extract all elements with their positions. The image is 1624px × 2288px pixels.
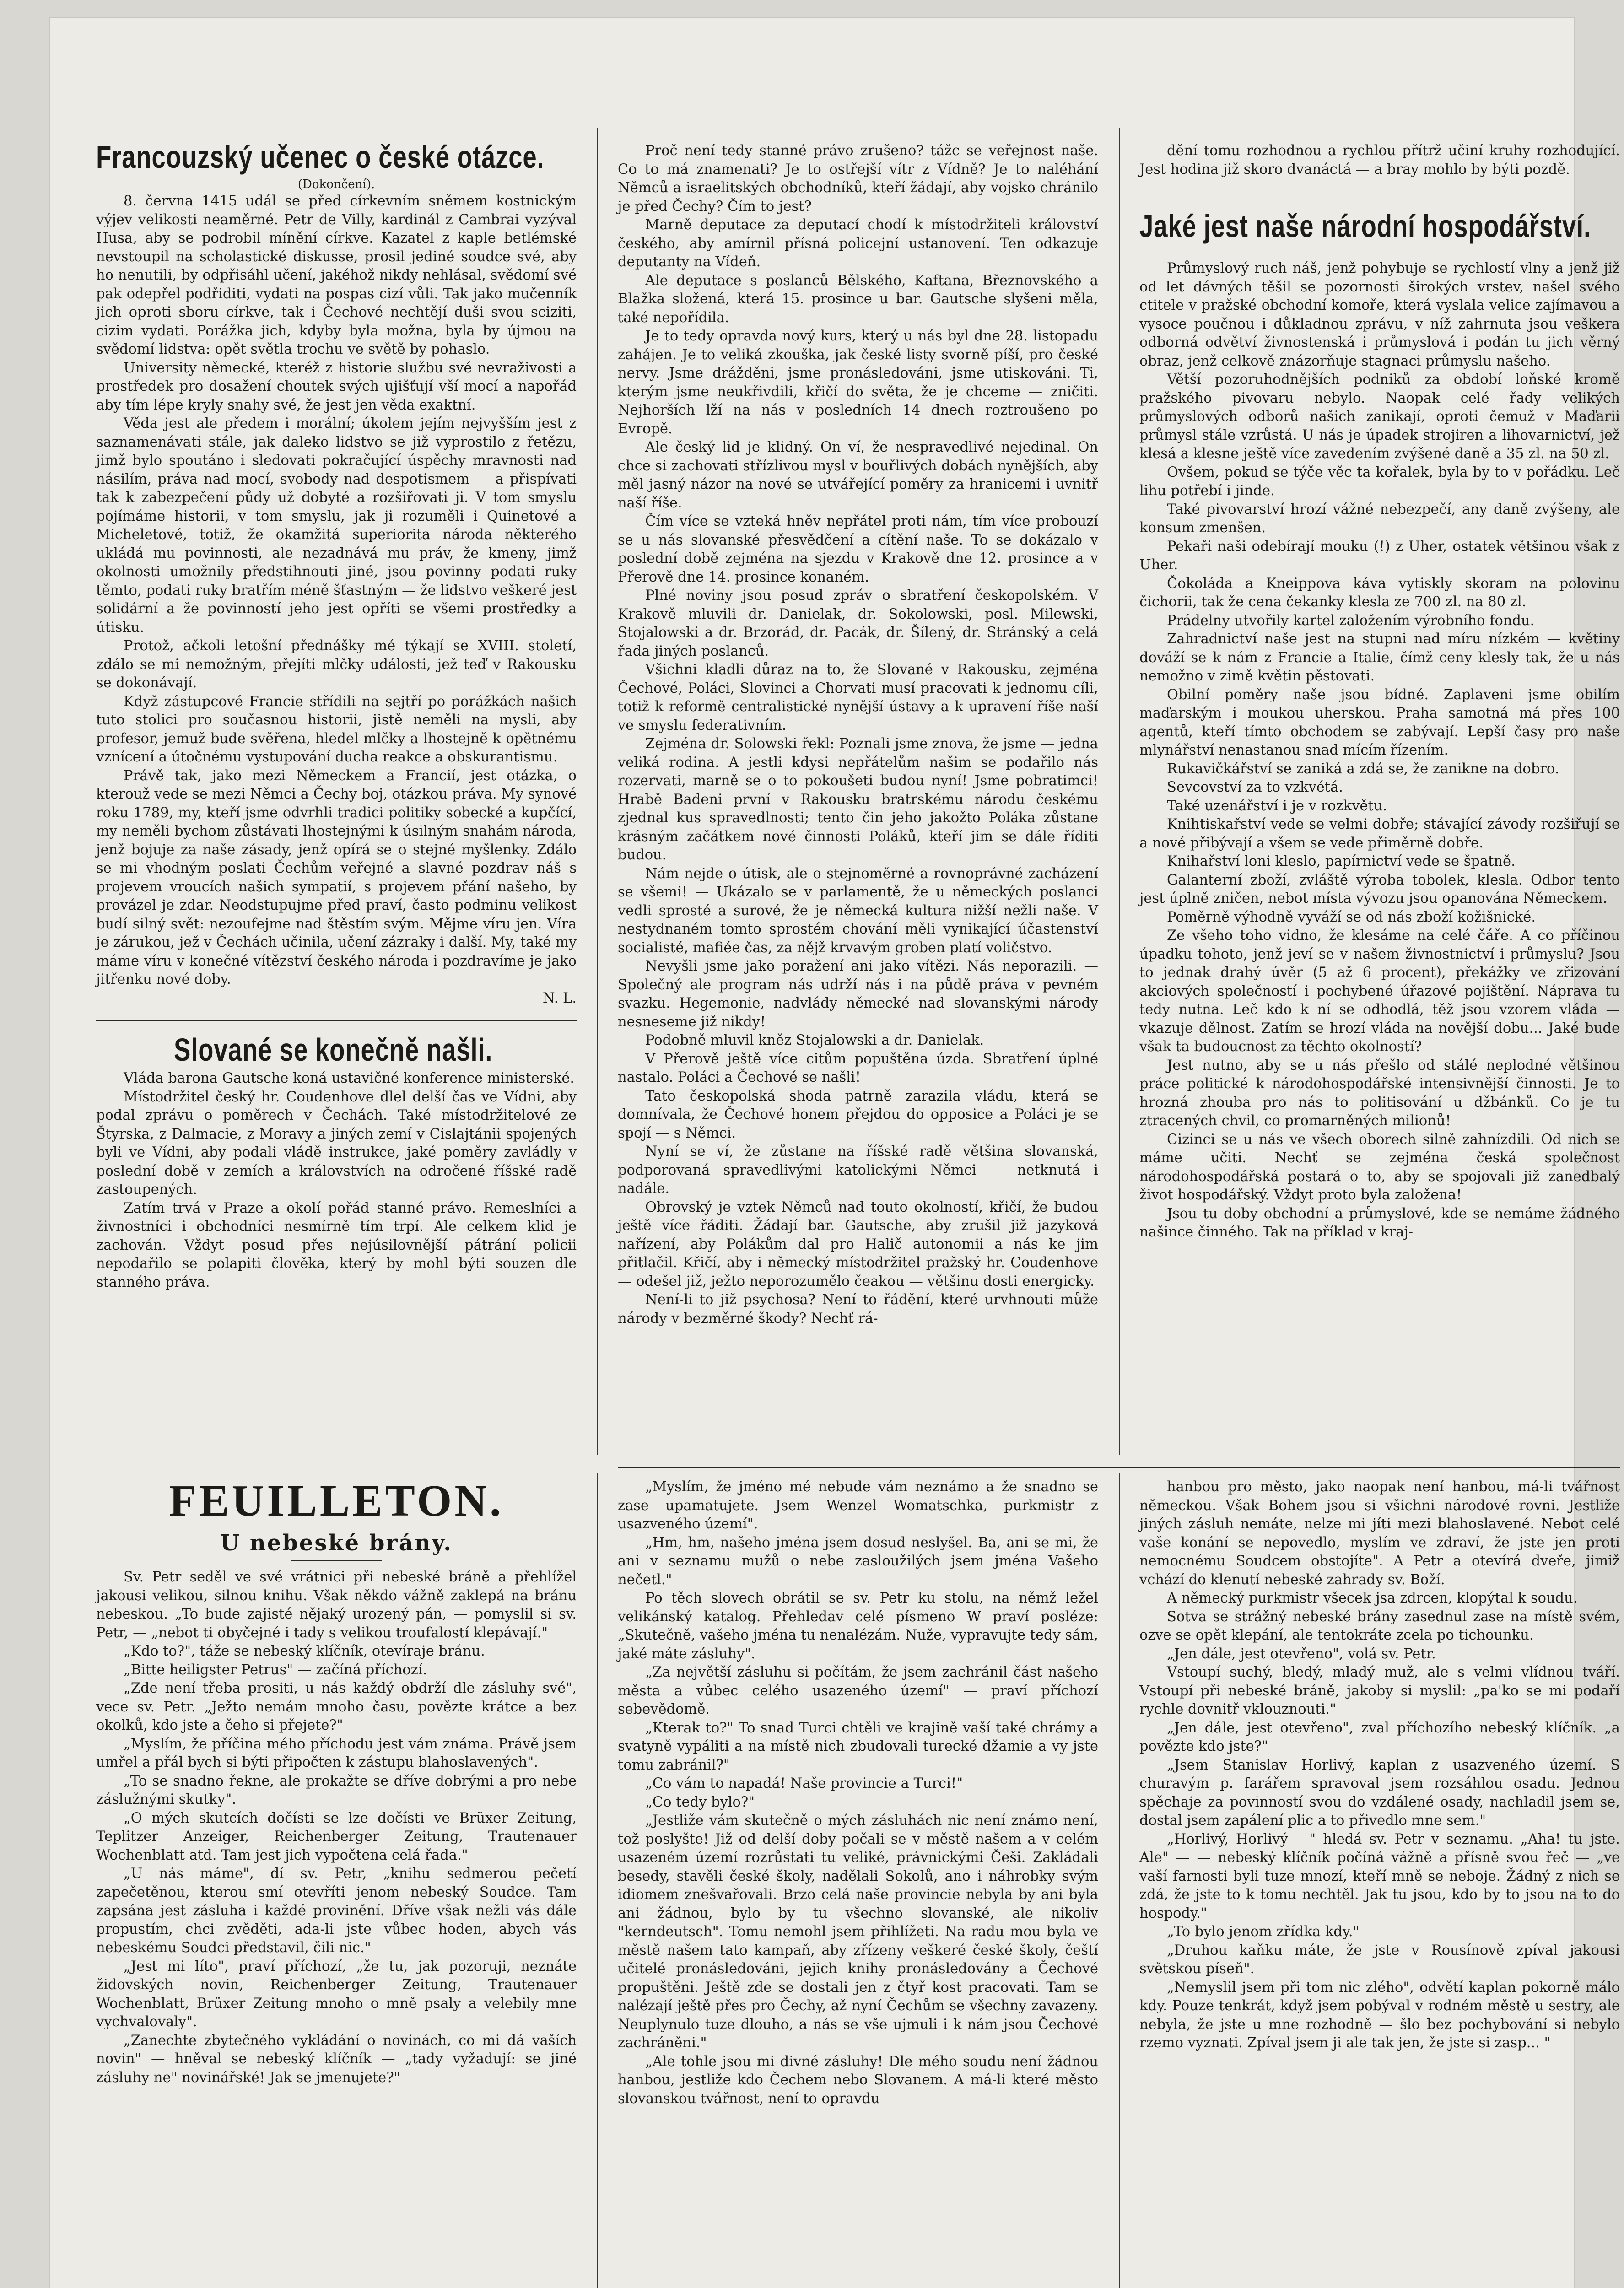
paragraph: „Jest mi líto", praví příchozí, „že tu, jak pozoruji, neznáte židovských novin, Reichenberger Zeitung, Trautenauer Wochenblatt, Brüxer Zeitung mnoho o mně psaly a velebily mne vychvalovaly". <box>96 1958 577 2030</box>
paragraph: „Jestliže vám skutečně o mých zásluhách nic není známo není, tož poslyšte! Již od delší doby počali se v městě našem a v celém usazeném území rozrůstati tu veliké, právnickými Češi. Zakládali besedy, stavěli české školy, nadělali Sokolů, ano i náhrobky svým idiomem znešvařovali. Brzo celá naše provincie nebyla by ani byla ani žádnou, bylo by tu všechno slovanské, ale nikoliv "kerndeutsch". Tomu nemohl jsem přihlížeti. Na radu mou byla ve městě našem tato kampaň, aby zřízeny veškeré české školy, čeští učitelé pronásledováni, jejich knihy pronásledovány a Čechové propuštěni. Ještě zde se dostali jen z čtyř kost pracovati. Tam se nalézají ještě přes pro Čechy, až nyní Čechům se všechny zavazeny. Neuplynulo tuze dlouho, a nás se vše ujmuli i k nám jsou Čechové zachráněni." <box>618 1813 1098 2051</box>
paragraph: „Bitte heiligster Petrus" — začíná příchozí. <box>124 1662 427 1678</box>
article-1-body <box>96 192 577 989</box>
paragraph: Také uzenářství i je v rozkvětu. <box>1167 798 1387 814</box>
feuilleton-column-3 <box>1139 1478 1620 2288</box>
paragraph: Plné noviny jsou posud zpráv o sbratření českopolském. V Krakově mluvili dr. Danielak, dr. Sokolowski, posl. Milewski, Stojalowski a dr. Brzorád, dr. Pacák, dr. Šílený, dr. Stránský a celá řada jiných poslanců. <box>618 588 1098 659</box>
paragraph: Ze všeho toho vidno, že klesáme na celé čáře. A co příčinou úpadku tohoto, jenž jeví se v našem živnostnictví i průmyslu? Jsou to jednak drahý úvěr (5 až 6 procent), překážky ve zřizování akciových společností i pochybené úřazové pojištění. Náprava tu tedy nutna. Leč kdo k ní se odhodlá, těž jsou vzorem vláda — vkazuje dělnost. Zatím se hrozí vláda na novější dobu... Jaké bude však ta budoucnost za těchto okolností? <box>1139 928 1620 1055</box>
paragraph: 8. června 1415 udál se před církevním sněmem kostnickým výjev velikosti neaměrné. Petr de Villy, kardinál z Cambrai vyzýval Husa, aby se podrobil mínění církve. Kazatel z kaple betlémské nevstoupil na scholastické diskusse, prosil jediné soudce své, aby ho nenutili, by odpřisáhl učení, jakéhož nikdy nehlásal, svědomí své pak odepřel podřiditi, vydati na pospas cizí vůli. Tak jako mučenník jich oproti sboru církve, tak i Čechové nechtějí duši svou sciziti, cizim vydati. Porážka jich, kdyby byla možna, byla by újmou na svědomí lidstva: opět světla trochu ve světě by pohaslo. <box>96 193 577 357</box>
paragraph: Zejména dr. Solowski řekl: Poznali jsme znova, že jsme — jedna veliká rodina. A jestli kdysi nepřátelům našim se podařilo nás rozervati, marně se o to pokoušeti budou nyní! Jsme pobratimci! Hrabě Badeni první v Rakousku bratrskému národu českému zjednal kus spravedlnosti; tento čin jeho jakožto Poláka zůstane krásným začátkem nové činnosti Poláků, kteří jim se dále říditi budou. <box>618 736 1098 863</box>
paragraph: Právě tak, jako mezi Německem a Francií, jest otázka, o kterouž vede se mezi Němci a Čechy boj, otázkou práva. My synové roku 1789, my, kteří jsme odvrhli tradici politiky sobecké a kupčící, my neměli bychom zůstávati lhostejnými k úsilným snahám národa, jenž bojuje za naše zásady, jenž opírá se o stejné myšlenky. Zdálo se mi vhodným poslati Čechům veřejné a slavné pozdrav náš s projevem vroucích našich sympatií, s projevem přání našeho, by provázel je zdar. Neodstupujme před praví, často podminu velikost budí silný svět: nezoufejme nad štěstím svým. Mějme víru jen. Víra je zárukou, jež v Čechách učinila, učení zázraky i další. My, také my máme víru v konečné vítězství českého národa i pozdravíme je jako jitřenku nové doby. <box>96 767 577 988</box>
column-3-carryover <box>1139 142 1620 179</box>
paragraph: Větší pozoruhodnějších podniků za období loňské kromě pražského pivovaru nebylo. Naopak celé řady velikých průmyslových odborů našich zanikají, oproti čemuž v Maďarii průmysl stále vzrůstá. U nás je úpadek strojiren a lihovarnictví, jež klesá a klesne ještě více zavedením zvýšené daně a 35 zl. na 50 zl. <box>1139 372 1620 462</box>
paragraph: Čokoláda a Kneippova káva vytiskly skoram na polovinu čichorii, tak že cena čekanky klesla ze 700 zl. na 80 zl. <box>1139 575 1620 610</box>
paragraph: Jest nutno, aby se u nás přešlo od stálé neplodné většinou práce politické k národohospodářské intensivnější činnosti. Je to hrozná zhouba pro nás to politisování u džbánků. Co je tu ztracených chvil, co promarněných milionů! <box>1139 1057 1620 1129</box>
paragraph: Knihařství loni kleslo, papírnictví vede se špatně. <box>1167 853 1516 869</box>
paragraph: Je to tedy opravda nový kurs, který u nás byl dne 28. listopadu zahájen. Je to veliká zkouška, jak české listy svorně píší, pro české nervy. Jsme drážděni, jsme pronásledováni, jsme utiskováni. Ti, kterým jsme neukřivdili, křičí do světa, že je chceme — zničiti. Nejhorších lží na nás v posledních 14 dnech roztroušeno po Evropě. <box>618 328 1098 437</box>
paragraph: Knihtiskařství vede se velmi dobře; stávající závody rozšiřují se a nové přibývají a všem se vede přiměrně dobře. <box>1139 816 1620 851</box>
divider <box>96 1020 577 1021</box>
paragraph: Tato českopolská shoda patrně zarazila vládu, která se domnívala, že Čechové honem přejdou do opposice a Poláci je se spojí — s Němci. <box>618 1088 1098 1141</box>
article-1-title: Francouzský učenec o české otázce. <box>96 139 545 175</box>
feuilleton-body-2 <box>618 1478 1098 2108</box>
column-1 <box>96 137 577 1455</box>
article-1-signature-row <box>96 989 577 1008</box>
paragraph: Nevyšli jsme jako poražení ani jako vítězi. Nás neporazili. — Společný ale program nás udrží nás i na půdě práva v pevném svazku. Hegemonie, nadvlády německé nad slovanskými národy nesneseme již nikdy! <box>618 958 1098 1030</box>
article-3-body <box>1139 259 1620 1242</box>
feuilleton-body-1 <box>96 1568 577 2087</box>
feuilleton-title: U nebeské brány. <box>220 1530 453 1556</box>
article-1-signature: N. L. <box>542 990 577 1006</box>
paragraph: Protož, ačkoli letošní přednášky mé týkají se XVIII. století, zdálo se mi nemožným, přejíti mlčky události, jež teď v Rakousku se dokonávají. <box>96 638 577 691</box>
paragraph: Jsou tu doby obchodní a průmyslové, kde se nemáme žádného našince činného. Tak na příklad v kraj- <box>1139 1205 1620 1240</box>
feuilleton-column-2 <box>618 1478 1098 2288</box>
paragraph: „Jen dále, jest otevřeno", zval příchozího nebeský klíčník. „a povězte kdo jste?" <box>1139 1720 1620 1754</box>
article-2-body <box>96 1069 577 1292</box>
feuilleton-header: FEUILLETON. <box>169 1476 504 1526</box>
paragraph: „Zde není třeba prositi, u nás každý obdrží dle zásluhy své", vece sv. Petr. „Ježto nemám mnoho času, povězte krátce a bez okolků, kdo jste a čeho si přejete?" <box>96 1680 577 1733</box>
column-rule-1 <box>597 128 598 1455</box>
paragraph: Pekaři naši odebírají mouku (!) z Uher, ostatek většinou však z Uher. <box>1139 538 1620 573</box>
paragraph: V Přerově ještě více citům popuštěna úzda. Sbratření úplné nastalo. Poláci a Čechové se našli! <box>618 1051 1098 1085</box>
paragraph: Poměrně výhodně vyváží se od nás zboží kožišnické. <box>1167 909 1536 925</box>
paragraph: Nyní se ví, že zůstane na říšské radě většina slovanská, podporovaná spravedlivými katolickými Němci — netknutá i nadále. <box>618 1144 1098 1197</box>
paragraph: „Myslím, že jméno mé nebude vám neznámo a že snadno se zase upamatujete. Jsem Wenzel Womatschka, purkmistr z usazveného území". <box>618 1479 1098 1532</box>
paragraph: Podobně mluvil kněz Stojalowski a dr. Danielak. <box>645 1032 984 1048</box>
newspaper-page <box>50 18 1620 2288</box>
paragraph: Všichni kladli důraz na to, že Slované v Rakousku, zejména Čechové, Poláci, Slovinci a Chorvati musí pracovati k jednomu cíli, totiž k reformě centralistické nynější ústavy a k upravení říše naší ve smyslu federativním. <box>618 662 1098 734</box>
paragraph: Cizinci se u nás ve všech oborech silně zahnízdili. Od nich se máme učiti. Nechť se zejména česká společnost národohospodářská postará o to, aby se spojovali již zanedbalý život hospodářský. Vždyt proto byla založena! <box>1139 1131 1620 1203</box>
paragraph: „Co tedy bylo?" <box>645 1794 755 1810</box>
feuilleton-top-rule <box>618 1467 1620 1468</box>
paragraph: Zatím trvá v Praze a okolí pořád stanné právo. Remeslníci a živnostníci i obchodníci nesmírně tím trpí. Ale celkem klid je zachován. Vždyt posud přes nejúsilovnější pátrání policii nepodařilo se polapiti člověka, který by mohl býti souzen dle stanného práva. <box>96 1200 577 1290</box>
paragraph: Marně deputace za deputací chodí k místodržiteli království českého, aby amírnil přísná policejní ustanovení. Ten odkazuje deputanty na Vídeň. <box>618 217 1098 270</box>
paragraph: Čím více se vzteká hněv nepřátel proti nám, tím více probouzí se u nás slovanské přesvědčení a cítění naše. To se dokázalo v poslední době zejména na sjezdu v Krakově dne 12. prosince a v Přerově dne 14. prosince konaném. <box>618 513 1098 585</box>
paragraph: Prádelny utvořily kartel založením výrobního fondu. <box>1167 612 1535 629</box>
paragraph: Proč není tedy stanné právo zrušeno? tážc se veřejnost naše. Co to má znamenati? Je to ostřejší vítr z Vídně? Je to naléhání Němců a israelitských obchodníků, kteří žádají, aby vojsko chránilo je před Čechy? Čím to jest? <box>618 143 1098 215</box>
paragraph: „U nás máme", dí sv. Petr, „knihu sedmerou pečetí zapečetěnou, kterou smí otevříti jenom nebeský Soudce. Tam zapsána jest zásluha i každé provinění. Dříve však nežli vás dále propustím, chci zvěděti, ada-li jste vůbec hoden, abych vás nebeskému Soudci představil, čili nic." <box>96 1866 577 1956</box>
paragraph: Rukavičkářství se zaniká a zdá se, že zanikne na dobro. <box>1167 761 1559 777</box>
feuilleton-rule-1 <box>597 1473 598 2288</box>
paragraph: Ale český lid je klidný. On ví, že nespravedlivé nejedinal. On chce si zachovati střízlivou mysl v bouřlivých dobách nynějších, aby měl jasný názor na nové se utvářející poměry za hranicemi i uvnitř naší říše. <box>618 439 1098 511</box>
paragraph: „Myslím, že příčina mého příchodu jest vám známa. Právě jsem umřel a přál bych si býti připočten k zástupu blahoslavených". <box>96 1736 577 1770</box>
paragraph: Galanterní zboží, zvláště výroba tobolek, klesla. Odbor tento jest úplně zničen, nebot místa vývozu jsou opanována Německem. <box>1139 872 1620 907</box>
paragraph: „Jsem Stanislav Horlivý, kaplan z usazveného území. S churavým p. farářem spravoval jsem rozsáhlou osadu. Jednou spěchaje za povinností svou do vzdálené osady, nachladil jsem se, dostal jsem zapálení plic a to přivedlo mne sem." <box>1139 1757 1620 1829</box>
paragraph: Také pivovarství hrozí vážné nebezpečí, any daně zvýšeny, ale konsum zmenšen. <box>1139 501 1620 536</box>
column-rule-2 <box>1119 128 1120 1455</box>
paragraph: „To se snadno řekne, ale prokažte se dříve dobrými a pro nebe záslužnými skutky". <box>96 1773 577 1808</box>
paragraph: Ale deputace s poslanců Bělského, Kaftana, Březnovského a Blažka složená, která 15. prosince u bar. Gautsche slyšeni měla, také nepořídila. <box>618 272 1098 326</box>
column-2-body <box>618 142 1098 1328</box>
paragraph: Nám nejde o útisk, ale o stejnoměrné a rovnoprávné zacházení se všemi! — Ukázalo se v parlamentě, že u německých poslanci vedli sprosté a surové, že je německá kultura nižší nežli naše. V nestydnaném tomto sprostém chování měli vynikající účastenství socialisté, mafiée čas, za nějž krvavým groben platí voličstvo. <box>618 865 1098 956</box>
paragraph: Ovšem, pokud se týče věc ta kořalek, byla by to v pořádku. Leč lihu potřebí i jinde. <box>1139 464 1620 499</box>
paragraph: „To bylo jenom zřídka kdy." <box>1167 1924 1360 1940</box>
column-3 <box>1139 142 1620 1455</box>
feuilleton-rule-2 <box>1119 1473 1120 2288</box>
paragraph: „O mých skutcích dočísti se lze dočísti ve Brüxer Zeitung, Teplitzer Anzeiger, Reichenberger Zeitung, Trautenauer Wochenblatt atd. Tam jest jich vypočtena celá řada." <box>96 1810 577 1863</box>
paragraph: „Kdo to?", táže se nebeský klíčník, otevíraje bránu. <box>124 1643 485 1659</box>
paragraph: „Nemyslil jsem při tom nic zlého", odvětí kaplan pokorně málo kdy. Pouze tenkrát, když jsem pobýval v rodném městě u sestry, ale nebyla, že jste u mne rozhodně — šlo bez pochybování si nebylo rzemo vyznati. Zpíval jsem ji ale tak jen, že jste si zasp... " <box>1139 1979 1620 2051</box>
paragraph: Zahradnictví naše jest na stupni nad míru nízkém — květiny dováží se k nám z Francie a Italie, čímž ceny klesly tak, že u nás nemožno v zimě květin pěstovati. <box>1139 631 1620 684</box>
paragraph: dění tomu rozhodnou a rychlou přítrž učiní kruhy rozhodující. Jest hodina již skoro dvanáctá — a bray mohlo by býti pozdě. <box>1139 143 1620 178</box>
paragraph: Vláda barona Gautsche koná ustavičné konference ministerské. <box>124 1070 575 1086</box>
paragraph: „Druhou kaňku máte, že jste v Rousínově zpíval jakousi světskou píseň". <box>1139 1942 1620 1977</box>
paragraph: Vstoupí suchý, bledý, mladý muž, ale s velmi vlídnou tváří. Vstoupí při nebeské bráně, jakoby si myslil: „pa'ko se mi podaří rychle dovnitř vklouznouti." <box>1139 1664 1620 1717</box>
feuilleton-column-1 <box>96 1473 577 2288</box>
paragraph: „Co vám to napadá! Naše provincie a Turci!" <box>645 1775 963 1792</box>
paragraph: hanbou pro město, jako naopak není hanbou, má-li tvářnost německou. Však Bohem jsou si všichni národové rovni. Jestliže jiných zásluh nemáte, nelze mi jíti mezi blahoslavené. Nebot celé vaše konání se nepovedlo, myslím ve zdraví, že jste jen proti nemocnému Soudcem obstojíte". A Petr a otevírá dveře, jimiž vchází do klenutí nebeské zahrady sv. Boží. <box>1139 1479 1620 1588</box>
paragraph: Obilní poměry naše jsou bídné. Zaplaveni jsme obilím maďarským i moukou uherskou. Praha samotná má přes 100 agentů, kteří tímto obchodem se zabývají. Lepší časy pro naše mlynářství nenastanou snad mícím řízením. <box>1139 686 1620 758</box>
paragraph: „Ale tohle jsou mi divné zásluhy! Dle mého soudu není žádnou hanbou, jestliže kdo Čechem nebo Slovanem. A má-li které město slovanskou tvářnost, není to opravdu <box>618 2053 1098 2107</box>
paragraph: Sotva se strážný nebeské brány zasednul zase na místě svém, ozve se opět klepání, ale tentokráte zcela po tichounku. <box>1139 1608 1620 1643</box>
paragraph: „Horlivý, Horlivý —" hledá sv. Petr v seznamu. „Aha! tu jste. Ale" — — nebeský klíčník počíná vážně a přísně svou řeč — „ve vaší farnosti byli tuze mnozí, kteří mně se neboje. Žádný z nich se zdá, že jste to k tomu nechtěl. Jak tu jsou, kdo by to jsou na to do hospody." <box>1139 1831 1620 1921</box>
paragraph: „Jen dále, jest otevřeno", volá sv. Petr. <box>1167 1646 1436 1662</box>
article-2-title: Slované se konečně našli. <box>174 1032 493 1068</box>
paragraph: Průmyslový ruch náš, jenž pohybuje se rychlostí vlny a jenž již od let dávných těšil se pozornosti širokých vrstev, našel svého ctitele v pražské obchodní komoře, která vyslala velice zajímavou a vysoce poučnou i důkladnou zprávu, v níž zahrnuta jsou veškera odborná odvětví živnostenská i průmyslová i podán tu jich věrný obraz, jenž celkově znázorňuje stagnaci průmyslu našeho. <box>1139 260 1620 369</box>
paragraph: Místodržitel český hr. Coudenhove dlel delší čas ve Vídni, aby podal zprávu o poměrech v Čechách. Také místodržitelové ze Štyrska, z Dalmacie, z Moravy a jiných zemí v Cislajtánii spojených byli ve Vídni, aby podali vládě instrukce, jaké poměry zavládly v poslední době v zemích a královstvích na odročené říšské radě zastoupených. <box>96 1089 577 1198</box>
paragraph: „Zanechte zbytečného vykládání o novinách, co mi dá vaších novin" — hněval se nebeský klíčník — „tady vyžadují: se jiné zásluhy ne" novinářské! Jak se jmenujete?" <box>96 2032 577 2086</box>
paragraph: Když zástupcové Francie střídili na sejtří po porážkách našich tuto stolici pro současnou historii, jistě neměli na mysli, aby profesor, jemuž bude svěřena, hledel mlčky a lhostejně k opětnému vznícení a útočnému vystupování ducha reakce a obskurantismu. <box>96 693 577 765</box>
column-2 <box>618 142 1098 1455</box>
paragraph: Sv. Petr seděl ve své vrátnici při nebeské bráně a přehlížel jakousi velikou, silnou knihu. Však někdo vážně zaklepá na bránu nebeskou. „To bude zajisté nějaký urozený pán, — pomyslil si sv. Petr, — „nebot ti obyčejné i tady s velikou troufalostí klepávají." <box>96 1569 577 1641</box>
paragraph: Po těch slovech obrátil se sv. Petr ku stolu, na němž ležel velikánský katalog. Přehledav celé písmeno W praví posléze: „Skutečně, vašeho jména tu nenalézám. Nuže, vypravujte tedy sám, jaké máte zásluhy". <box>618 1590 1098 1662</box>
paragraph: „Kterak to?" To snad Turci chtěli ve krajině vaší také chrámy a svatyně vypáliti a na místě nich zbudovali turecké džamie a vy jste tomu zabránil?" <box>618 1720 1098 1773</box>
article-3-title: Jaké jest naše národní hospodářství. <box>1139 208 1591 244</box>
paragraph: Sevcovství za to vzkvétá. <box>1167 779 1343 795</box>
paragraph: „Hm, hm, našeho jména jsem dosud neslyšel. Ba, ani se mi, že ani v seznamu mužů o nebe zasloužilých jsem jména Vašeho nečetl." <box>618 1534 1098 1588</box>
paragraph: Není-li to již psychosa? Není to řádění, které urvhnouti může národy v bezměrné škody? Nechť rá- <box>618 1292 1098 1327</box>
paragraph: Věda jest ale předem i morální; úkolem jejím nejvyšším jest z saznamenávati stále, jak daleko lidstvo se již vyprostilo z řetězu, jimž bylo spoutáno i sledovati pokračující úspěchy mravnosti nad násilím, práva nad mocí, svobody nad despotismem — a přispívati tak k zabezpečení půdy už dobyté a rozšiřovati ji. V tom smyslu pojímáme historii, v tom smyslu, jak ji rozuměli i Quinetové a Micheletové, totiž, že okamžitá superiorita národa některého ukládá mu povinnosti, ale nezadnává mu práv, že kmeny, jimž okolnosti umožnily předstihnouti jiné, jsou povinny podati ruky těmto, podati ruky bratřím méně šťastným — že lidstvo veškeré jest solidární a že povinností jeho jest opříti se všemi prostředky a útisku. <box>96 416 577 636</box>
feuilleton-title-rule <box>291 1560 382 1561</box>
paragraph: „Za největší zásluhu si počítám, že jsem zachránil část našeho města a vůbec celého usazeného území" — praví příchozí sebevědomě. <box>618 1664 1098 1717</box>
paragraph: Obrovský je vztek Němců nad touto okolností, křičí, že budou ještě více řáditi. Žádají bar. Gautsche, aby zrušil již jazyková nařízení, aby Polákům dal pro Halič autonomii a nás ke jim přitlačil. Křičí, aby i německý místodržitel pražský hr. Coudenhove — odešel již, ježto neporozumělo čeakou — většinu dosti energicky. <box>618 1199 1098 1290</box>
feuilleton-body-3 <box>1139 1478 1620 2053</box>
paragraph: University německé, kteréž z historie službu své nevraživosti a prostředek pro dosažení choutek svých ujišťují vší mocí a napořád aby tím lépe kryly snahy své, že jest jen věda exaktní. <box>96 360 577 413</box>
article-1-subtitle: (Dokončení). <box>297 178 375 191</box>
paragraph: A německý purkmistr všecek jsa zdrcen, klopýtal k soudu. <box>1167 1590 1578 1606</box>
